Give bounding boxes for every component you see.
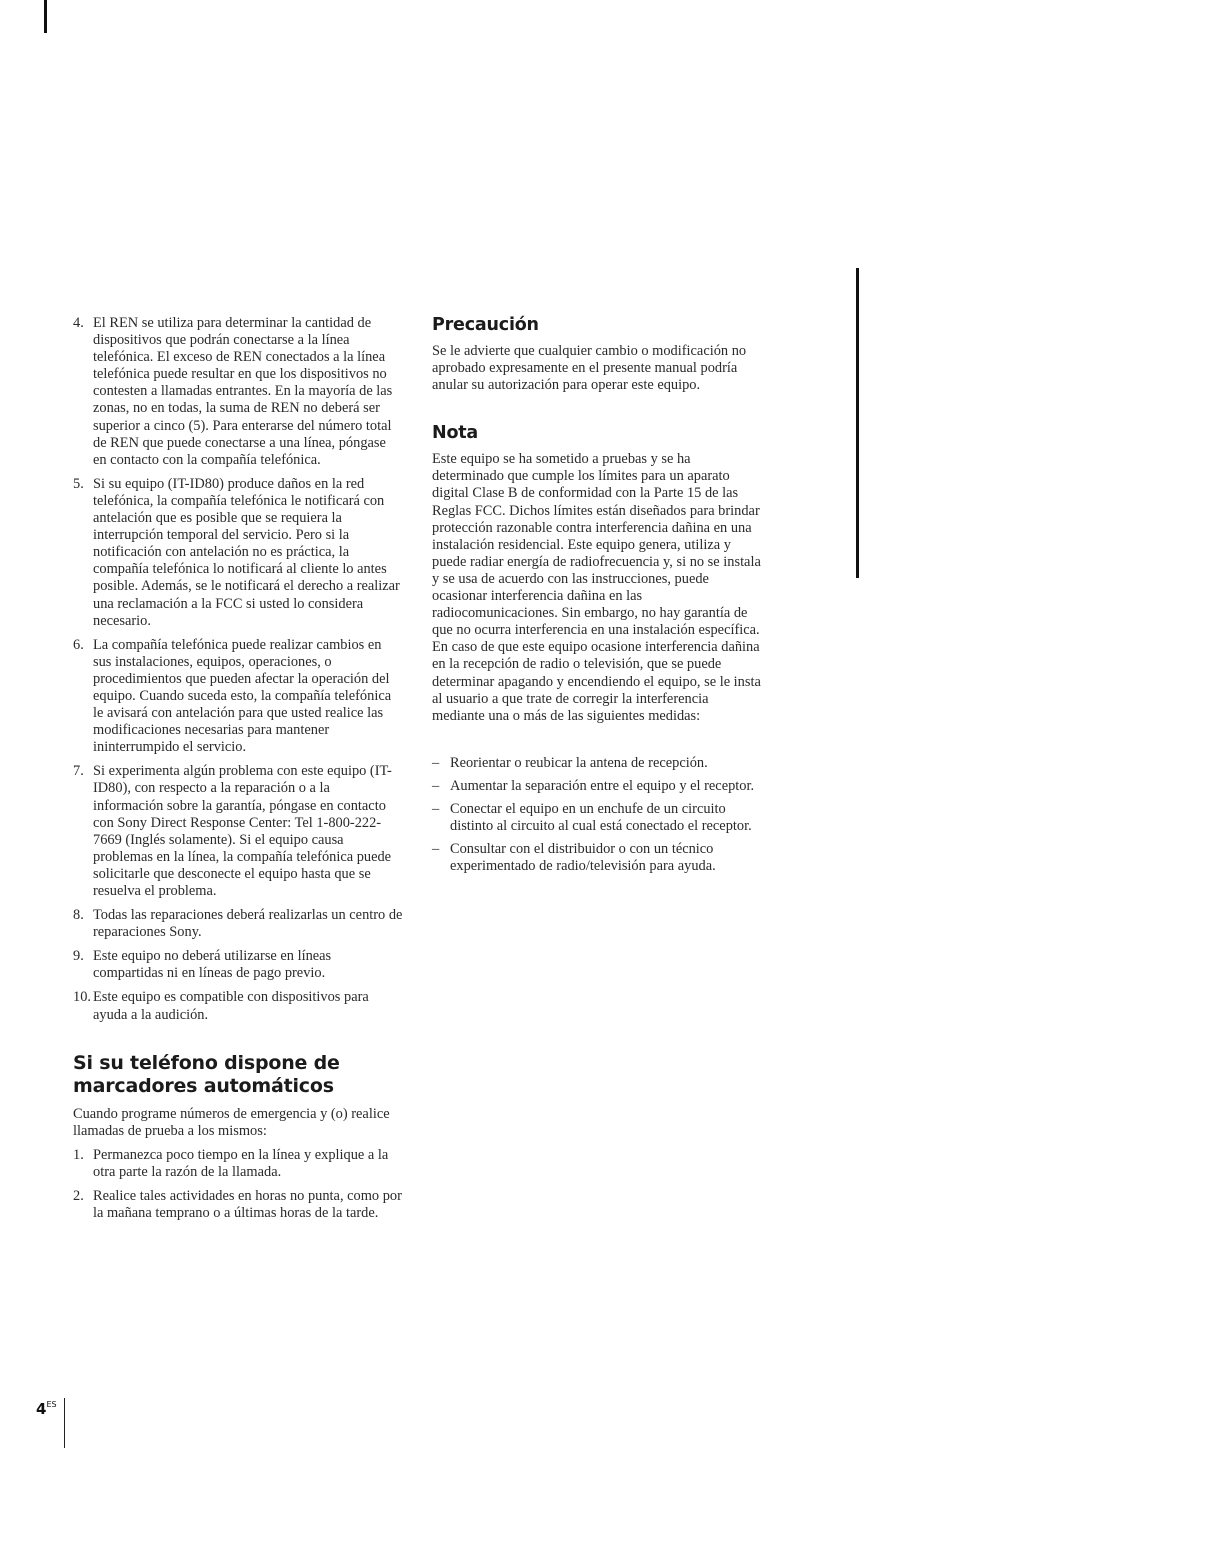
list-item	[73, 989, 403, 1023]
measure-text: Aumentar la separación entre el equipo y el receptor.	[450, 777, 755, 794]
item-number: 6.	[73, 636, 84, 653]
step-number: 2.	[73, 1188, 84, 1205]
note-section	[432, 422, 762, 875]
dash-marker: –	[432, 841, 440, 858]
item-number: 5.	[73, 475, 84, 492]
caution-section	[432, 314, 762, 394]
page-number-suffix: ES	[46, 1400, 57, 1409]
dash-marker: –	[432, 800, 440, 817]
step-text: Realice tales actividades en horas no punta, como por la mañana temprano o a últimas horas de la tarde.	[93, 1188, 402, 1222]
measure-text: Reorientar o reubicar la antena de recepción.	[450, 754, 708, 771]
list-item	[73, 315, 403, 469]
list-item	[73, 763, 403, 900]
list-item	[432, 778, 762, 795]
page-number-value: 4	[36, 1400, 47, 1418]
list-item	[73, 1188, 403, 1222]
list-item	[73, 637, 403, 757]
list-item	[73, 476, 403, 630]
item-text: Este equipo no deberá utilizarse en líneas compartidas ni en líneas de pago previo.	[93, 948, 332, 982]
list-item	[432, 755, 762, 772]
caution-text: Se le advierte que cualquier cambio o modificación no aprobado expresamente en el presente manual podría anular su autorización para operar este equipo.	[432, 343, 747, 394]
item-text: Si su equipo (IT-ID80) produce daños en la red telefónica, la compañía telefónica le notificará con antelación que es posible que se requiera la interrupción temporal del servicio. Pero si la notificación con antelación no es práctica, la compañía telefónica lo notificará al cliente lo antes posible. Además, se le notificará el derecho a realizar una reclamación a la FCC si usted lo considera necesario.	[93, 475, 400, 629]
requirements-list	[73, 315, 403, 1024]
item-text: Si experimenta algún problema con este equipo (IT-ID80), con respecto a la reparación o a la información sobre la garantía, póngase en contacto con Sony Direct Response Center: Tel 1-800-222-7669 (Inglés solamente). Si el equipo causa problemas en la línea, la compañía telefónica puede solicitarle que desconecte el equipo hasta que se resuelva el problema.	[93, 763, 392, 899]
list-item	[73, 907, 403, 941]
step-text: Permanezca poco tiempo en la línea y explique a la otra parte la razón de la llamada.	[93, 1146, 389, 1180]
item-text: La compañía telefónica puede realizar cambios en sus instalaciones, equipos, operaciones, o procedimientos que pueden afectar la operación del equipo. Cuando suceda esto, la compañía telefónica le avisará con antelación para que usted realice las modificaciones necesarias para mantener ininterrumpido el servicio.	[93, 636, 392, 756]
note-heading: Nota	[432, 423, 479, 444]
autodial-heading	[73, 1052, 403, 1098]
dash-marker: –	[432, 754, 440, 771]
folio-rule	[64, 1398, 65, 1448]
item-text: Todas las reparaciones deberá realizarlas un centro de reparaciones Sony.	[93, 907, 403, 941]
measure-text: Conectar el equipo en un enchufe de un circuito distinto al circuito al cual está conectado el receptor.	[450, 800, 752, 835]
list-item	[432, 841, 762, 875]
autodial-section	[73, 1052, 403, 1223]
item-number: 4.	[73, 315, 84, 331]
autodial-heading-line2: marcadores automáticos	[73, 1074, 334, 1097]
autodial-intro: Cuando programe números de emergencia y (o) realice llamadas de prueba a los mismos:	[73, 1105, 390, 1139]
item-number: 7.	[73, 763, 84, 780]
measures-list	[432, 755, 762, 876]
page-number	[36, 1400, 57, 1418]
right-edge-mark	[856, 268, 859, 578]
measure-text: Consultar con el distribuidor o con un técnico experimentado de radio/televisión para ayuda.	[450, 841, 716, 875]
list-item	[73, 948, 403, 982]
autodial-heading-line1: Si su teléfono dispone de	[73, 1051, 340, 1074]
step-number: 1.	[73, 1146, 84, 1163]
caution-heading: Precaución	[432, 315, 539, 335]
dash-marker: –	[432, 777, 440, 794]
note-text: Este equipo se ha sometido a pruebas y se ha determinado que cumple los límites para un aparato digital Clase B de conformidad con la Parte 15 de las Reglas FCC. Dichos límites están diseñados para brindar protección razonable contra interferencia dañina en una instalación residencial. Este equipo genera, utiliza y puede radiar energía de radiofrecuencia y, si no se instala y se usa de acuerdo con las instrucciones, puede ocasionar interferencia dañina en las radiocomunicaciones. Sin embargo, no hay garantía de que no ocurra interferencia en una instalación específica. En caso de que este equipo ocasione interferencia dañina en la recepción de radio o televisión, que se puede determinar apagando y encendiendo el equipo, se le insta al usuario a que trate de corregir la interferencia mediante una o más de las siguientes medidas:	[432, 451, 761, 724]
list-item	[432, 801, 762, 835]
top-registration-mark	[44, 0, 47, 33]
right-column	[432, 314, 762, 881]
list-item	[73, 1147, 403, 1181]
autodial-steps	[73, 1147, 403, 1222]
item-number: 10.	[73, 989, 91, 1006]
left-column	[73, 315, 403, 1229]
item-number: 9.	[73, 948, 84, 965]
item-text: El REN se utiliza para determinar la cantidad de dispositivos que podrán conectarse a la línea telefónica. El exceso de REN conectados a la línea telefónica puede resultar en que los dispositivos no contesten a llamadas entrantes. En la mayoría de las zonas, no en todas, la suma de REN no deberá ser superior a cinco (5). Para enterarse del número total de REN que puede conectarse a una línea, póngase en contacto con la compañía telefónica.	[93, 315, 393, 468]
item-text: Este equipo es compatible con dispositivos para ayuda a la audición.	[93, 989, 369, 1023]
item-number: 8.	[73, 907, 84, 924]
